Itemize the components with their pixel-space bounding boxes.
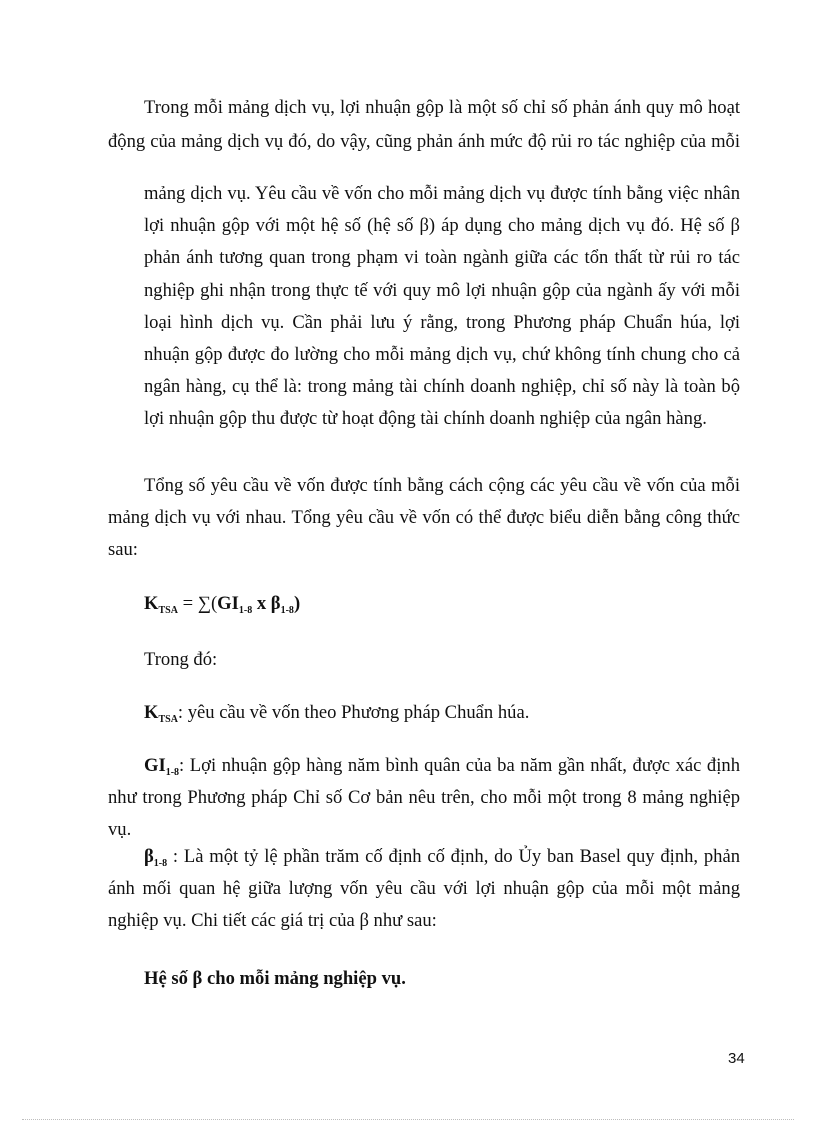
paragraph-1-line-1: Trong mỗi mảng dịch vụ, lợi nhuận gộp là một số chỉ số phản ánh quy mô hoạt: [144, 97, 740, 118]
paragraph-3: Tổng số yêu cầu về vốn được tính bằng cách cộng các yêu cầu về vốn của mỗi mảng dịch vụ với nhau. Tổng yêu cầu về vốn có thể được biểu diễn bằng công thức sau:: [108, 475, 740, 561]
definition-gi-term: GI: [144, 755, 166, 776]
formula-times: x: [252, 593, 271, 614]
definition-gi-subscript: 1-8: [165, 767, 180, 778]
formula-gi-subscript: 1-8: [238, 605, 253, 616]
formula: [144, 588, 776, 620]
section-heading: Hệ số β cho mỗi mảng nghiệp vụ.: [144, 968, 406, 989]
definition-ktsa-text: : yêu cầu về vốn theo Phương pháp Chuẩn húa.: [177, 702, 530, 723]
formula-k-subscript: TSA: [158, 605, 178, 616]
page-bottom-divider: [22, 1119, 794, 1120]
definition-ktsa: [144, 697, 776, 729]
formula-beta-subscript: 1-8: [280, 605, 294, 616]
formula-k: K: [144, 593, 159, 614]
definition-beta-subscript: 1-8: [153, 858, 168, 869]
formula-beta: β: [270, 593, 281, 614]
definition-ktsa-subscript: TSA: [158, 714, 178, 725]
definition-gi: [108, 750, 740, 847]
paragraph-2: mảng dịch vụ. Yêu cầu về vốn cho mỗi mảng dịch vụ được tính bằng việc nhân lợi nhuận gộp với một hệ số (hệ số β) áp dụng cho mảng dịch vụ đó. Hệ số β phản ánh tương quan trong phạm vi toàn ngành giữa các tổn thất từ rủi ro tác nghiệp ghi nhận trong thực tế với quy mô lợi nhuận gộp của ngành ấy với mỗi loại hình dịch vụ. Cần phải lưu ý rằng, trong Phương pháp Chuẩn húa, lợi nhuận gộp được đo lường cho mỗi mảng dịch vụ, chứ không tính chung cho cả ngân hàng, cụ thể là: trong mảng tài chính doanh nghiệp, chỉ số này là toàn bộ lợi nhuận gộp thu được từ hoạt động tài chính doanh nghiệp của ngân hàng.: [144, 183, 740, 430]
where-label: Trong đó:: [144, 649, 218, 670]
formula-close: ): [293, 593, 301, 614]
definition-gi-text: : Lợi nhuận gộp hàng năm bình quân của ba năm gần nhất, được xác định như trong Phương pháp Chỉ số Cơ bản nêu trên, cho mỗi một trong 8 mảng nghiệp vụ.: [108, 755, 740, 841]
paragraph-1-line-2: động của mảng dịch vụ đó, do vậy, cũng phản ánh mức độ rủi ro tác nghiệp của mỗi: [108, 131, 740, 152]
definition-beta: [108, 841, 740, 938]
page-number: 34: [728, 1050, 745, 1067]
definition-ktsa-term: K: [144, 702, 159, 723]
definition-beta-term: β: [144, 846, 154, 867]
formula-gi: GI: [217, 593, 239, 614]
definition-beta-text: : Là một tỷ lệ phần trăm cố định cố định, do Ủy ban Basel quy định, phản ánh mối quan hệ giữa lượng vốn yêu cầu với lợi nhuận gộp của mỗi một mảng nghiệp vụ. Chi tiết các giá trị của β như sau:: [108, 846, 740, 932]
formula-equals-sum: = ∑(: [177, 593, 218, 614]
